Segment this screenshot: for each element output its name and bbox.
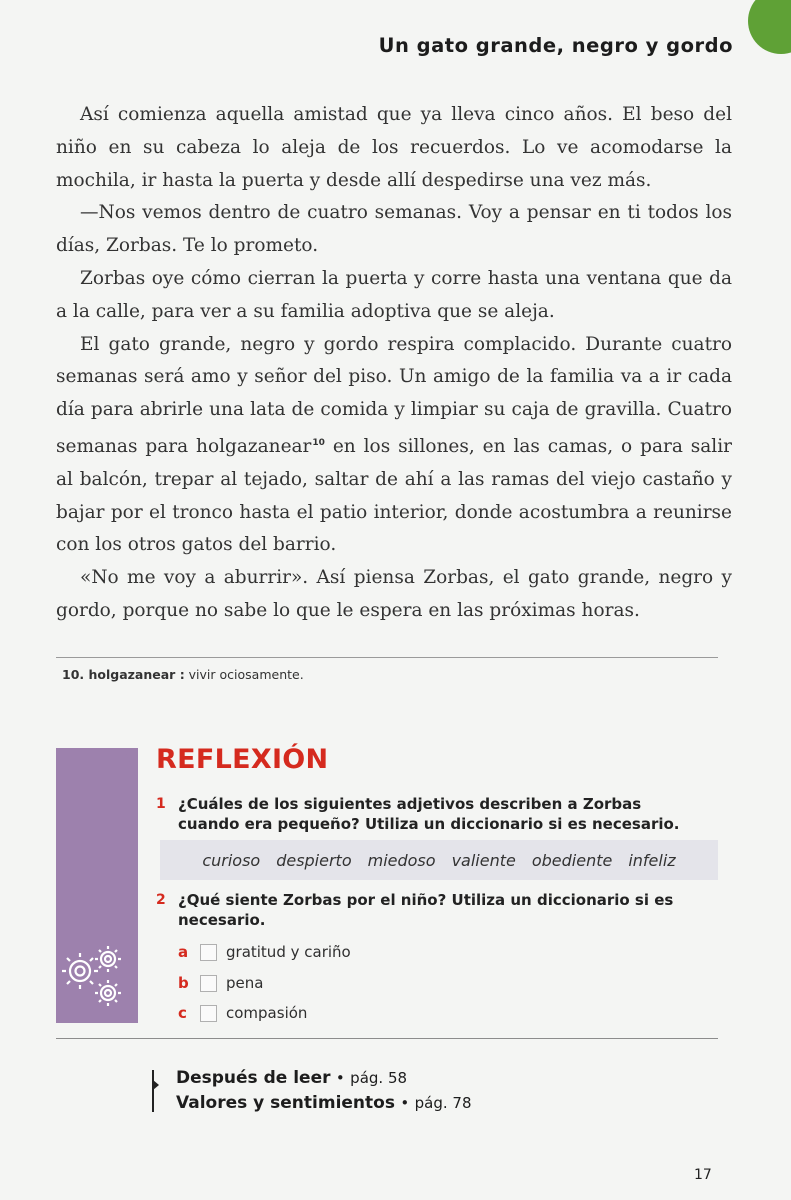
reflexion-title: REFLEXIÓN xyxy=(156,744,329,775)
link-page: pág. 78 xyxy=(414,1094,472,1112)
gears-icon xyxy=(56,943,138,1023)
story-paragraph xyxy=(56,329,732,563)
option-c xyxy=(178,1004,307,1022)
page-number: 17 xyxy=(694,1167,712,1183)
link-bullet: • xyxy=(400,1094,410,1112)
option-checkbox[interactable] xyxy=(200,975,217,992)
story-text-part: en los sillones, en las camas, o para salir al balcón, trepar al tejado, saltar de ahí a las ramas del viejo castaño y bajar por el tronco hasta el patio interior, donde acostumbra a reunirse con los otros gatos del barrio. xyxy=(56,435,732,556)
story-paragraph: Así comienza aquella amistad que ya lleva cinco años. El beso del niño en su cabeza lo aleja de los recuerdos. Lo ve acomodarse la mochila, ir hasta la puerta y desde allí despedirse una vez más. xyxy=(56,104,732,191)
reflexion-band-notch xyxy=(124,748,138,782)
story-text xyxy=(56,99,732,628)
adjective-word: curioso xyxy=(202,850,261,870)
option-label: pena xyxy=(226,974,264,992)
adjective-word: obediente xyxy=(531,850,613,870)
option-label: gratitud y cariño xyxy=(226,943,351,961)
story-paragraph: —Nos vemos dentro de cuatro semanas. Voy a pensar en ti todos los días, Zorbas. Te lo prometo. xyxy=(56,202,732,257)
corner-color-dot xyxy=(748,0,791,54)
links-bracket xyxy=(152,1070,154,1112)
option-letter: c xyxy=(178,1004,187,1022)
option-checkbox[interactable] xyxy=(200,944,217,961)
footnote-divider xyxy=(56,657,718,658)
option-label: compasión xyxy=(226,1004,308,1022)
adjective-word: despierto xyxy=(276,850,352,870)
story-text-part: El gato grande, negro y gordo respira complacido. Durante cuatro semanas será amo y señor del piso. Un amigo de la familia va a ir cada día para abrirle una lata de comida y limpiar su caja de gravilla. Cuatro semanas para holgazanear xyxy=(56,333,732,457)
adjective-word: valiente xyxy=(451,850,516,870)
adjectives-box xyxy=(160,840,718,880)
link-page: pág. 58 xyxy=(350,1069,408,1087)
question-number: 1 xyxy=(156,796,166,812)
footnote-definition: vivir ociosamente. xyxy=(184,667,304,682)
link-title: Valores y sentimientos xyxy=(176,1093,395,1113)
adjective-word: infeliz xyxy=(628,850,676,870)
question-text: ¿Cuáles de los siguientes adjetivos describen a Zorbas cuando era pequeño? Utiliza un diccionario si es necesario. xyxy=(178,795,680,833)
question-text: ¿Qué siente Zorbas por el niño? Utiliza un diccionario si es necesario. xyxy=(178,891,674,929)
option-checkbox[interactable] xyxy=(200,1005,217,1022)
link-despues-de-leer[interactable] xyxy=(176,1068,407,1088)
option-letter: b xyxy=(178,974,189,992)
option-letter: a xyxy=(178,943,189,961)
adjective-word: miedoso xyxy=(367,850,436,870)
story-paragraph: Zorbas oye cómo cierran la puerta y corre hasta una ventana que da a la calle, para ver a su familia adoptiva que se aleja. xyxy=(56,267,732,322)
footnote xyxy=(62,667,304,682)
link-valores-y-sentimientos[interactable] xyxy=(176,1093,472,1113)
link-bullet: • xyxy=(335,1069,345,1087)
link-title: Después de leer xyxy=(176,1068,331,1088)
story-paragraph: «No me voy a aburrir». Así piensa Zorbas, el gato grande, negro y gordo, porque no sabe lo que le espera en las próximas horas. xyxy=(56,567,732,621)
page-header-title: Un gato grande, negro y gordo xyxy=(378,34,733,57)
footnote-term: 10. holgazanear : xyxy=(62,667,185,682)
option-a xyxy=(178,943,351,961)
links-arrow-icon xyxy=(153,1080,159,1090)
question-number: 2 xyxy=(156,892,166,908)
footnote-marker[interactable]: 10 xyxy=(312,437,325,448)
reflexion-divider xyxy=(56,1038,718,1039)
option-b xyxy=(178,974,263,992)
